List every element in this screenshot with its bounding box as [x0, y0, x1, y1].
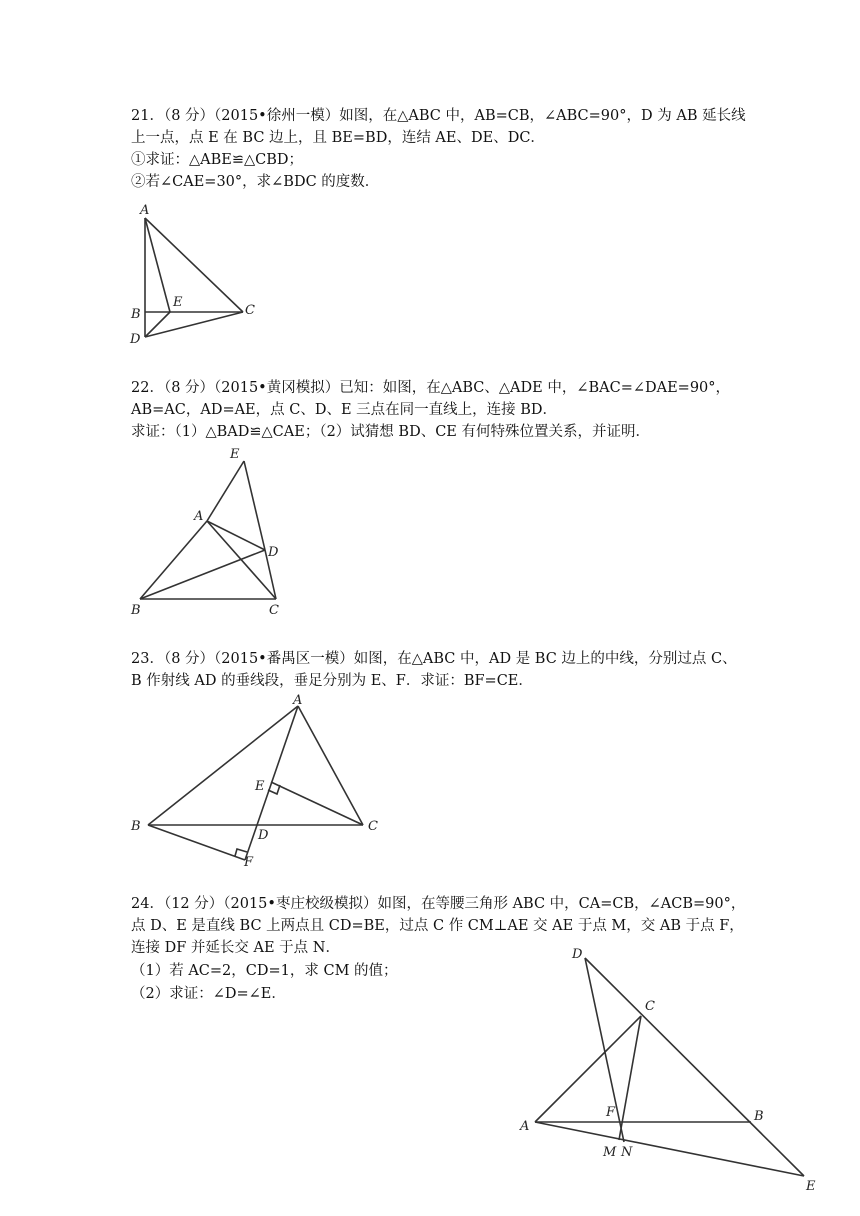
problem-24-line-5: （2）求证：∠D=∠E．: [131, 986, 286, 1002]
label-b: B: [131, 307, 141, 322]
label-d: D: [130, 332, 141, 347]
problem-21-line-3: ①求证：△ABE≌△CBD；: [131, 152, 304, 168]
label-f: F: [606, 1105, 616, 1120]
label-c: C: [368, 819, 378, 834]
label-c: C: [269, 603, 279, 618]
problem-21-line-2: 上一点，点 E 在 BC 边上，且 BE=BD，连结 AE、DE、DC．: [131, 130, 545, 146]
label-e: E: [173, 295, 183, 310]
problem-23-line-1: 23．（8 分）（2015•番禺区一模）如图，在△ABC 中，AD 是 BC 边上的中线，分别过点 C、: [131, 651, 737, 667]
label-f: F: [244, 855, 254, 870]
problem-23-line-2: B 作射线 AD 的垂线段，垂足分别为 E、F．求证：BF=CE．: [131, 673, 533, 689]
label-e: E: [230, 447, 240, 462]
label-c: C: [645, 999, 655, 1014]
label-e: E: [255, 779, 265, 794]
problem-24-line-1: 24．（12 分）（2015•枣庄校级模拟）如图，在等腰三角形 ABC 中，CA=CB，∠ACB=90°，: [131, 896, 746, 912]
label-c: C: [245, 303, 255, 318]
label-a: A: [140, 203, 150, 218]
problem-22-line-1: 22．（8 分）（2015•黄冈模拟）已知：如图，在△ABC、△ADE 中，∠BAC=∠DAE=90°，: [131, 380, 731, 396]
label-d: D: [572, 947, 583, 962]
label-b: B: [131, 603, 141, 618]
segment-ae: [535, 1122, 804, 1176]
label-b: B: [131, 819, 141, 834]
label-a: A: [194, 509, 204, 524]
problem-21-line-4: ②若∠CAE=30°，求∠BDC 的度数．: [131, 174, 380, 190]
problem-22-line-3: 求证：（1）△BAD≌△CAE；（2）试猜想 BD、CE 有何特殊位置关系，并证明．: [131, 424, 650, 440]
problem-22-line-2: AB=AC，AD=AE，点 C、D、E 三点在同一直线上，连接 BD．: [131, 402, 558, 418]
problem-21-line-1: 21．（8 分）（2015•徐州一模）如图，在△ABC 中，AB=CB，∠ABC=90°，D 为 AB 延长线: [131, 108, 746, 124]
line-de: [585, 958, 804, 1176]
problem-24-line-4: （1）若 AC=2，CD=1，求 CM 的值；: [131, 963, 398, 979]
label-n: N: [621, 1145, 633, 1160]
label-d: D: [258, 828, 269, 843]
label-d: D: [268, 545, 279, 560]
label-a: A: [293, 693, 303, 708]
label-a: A: [520, 1119, 530, 1134]
label-m: M: [603, 1145, 617, 1160]
label-b: B: [754, 1109, 764, 1124]
label-e: E: [806, 1179, 816, 1194]
problem-24-line-3: 连接 DF 并延长交 AE 于点 N．: [131, 940, 340, 956]
problem-24-line-2: 点 D、E 是直线 BC 上两点且 CD=BE，过点 C 作 CM⊥AE 交 AE 于点 M，交 AB 于点 F，: [131, 918, 744, 934]
segment-dn: [585, 958, 624, 1142]
